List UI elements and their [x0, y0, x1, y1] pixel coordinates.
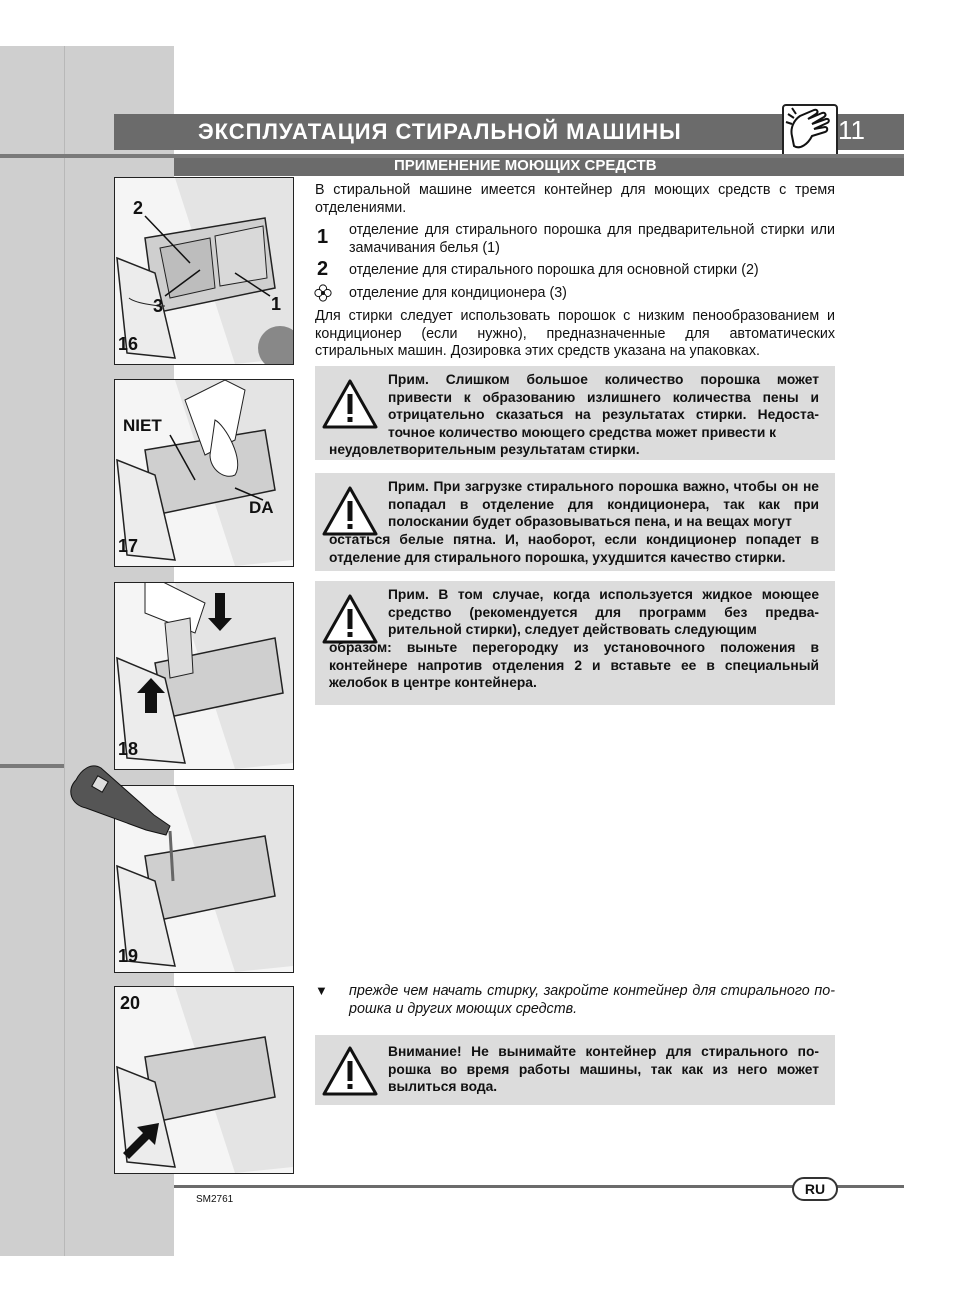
figure-number: 20 — [120, 993, 141, 1013]
drawer-illustration — [115, 380, 293, 566]
usage-paragraph: Для стирки следует использовать порошок с низким пенообразованием и кондиционер (если нужно), предназначенные для автоматических стиральных машин. Дозировка этих средств указана на упаковках. — [315, 308, 835, 359]
bullet-text: прежде чем начать стирку, закройте контейнер для стирального по-рошка и других моющих средств. — [349, 983, 835, 1017]
note-box — [315, 473, 835, 571]
figure-16 — [114, 177, 294, 365]
callout-1: 1 — [271, 294, 282, 314]
bottle-illustration — [66, 760, 176, 840]
figure-20 — [114, 986, 294, 1174]
compartment-2-text: отделение для стирального порошка для основной стирки (2) — [349, 262, 759, 278]
compartment-2-marker: 2 — [317, 258, 329, 280]
note-text-continued: образом: выньте перегородку из установочного положения в контейнере напротив отделения 2 и вставьте ее в специальный желобок в центре контейнера. — [329, 640, 819, 690]
figure-number: 17 — [118, 536, 139, 556]
note-box — [315, 366, 835, 460]
figure-number: 16 — [118, 334, 139, 354]
intro-paragraph: В стиральной машине имеется контейнер для моющих средств с тремя отделениями. — [315, 182, 835, 216]
note-text: Прим. В том случае, когда используется жидкое моющее средство (рекомендуется для программ без предва-рительной стирки), следует действовать следующим — [388, 587, 819, 637]
flower-icon — [314, 284, 332, 302]
callout-da: DA — [249, 498, 274, 517]
section-title: ПРИМЕНЕНИЕ МОЮЩИХ СРЕДСТВ — [394, 157, 657, 174]
drawer-illustration — [115, 987, 293, 1173]
note-text: Прим. При загрузке стирального порошка важно, чтобы он не попадал в отделение для кондиционера, так как при полоскании будет образовываться пена, и на вещах могут — [388, 479, 819, 529]
bullet-marker: ▼ — [315, 983, 328, 998]
document-code: SM2761 — [196, 1194, 234, 1205]
note-text: Прим. Слишком большое количество порошка может привести к образованию излишнего количества пены и отрицательно сказаться на результатах стирки. Недоста-точное количество моющего средства может привести к — [388, 372, 819, 440]
compartment-1-text: отделение для стирального порошка для предварительной стирки или замачивания белья (1) — [349, 222, 835, 256]
compartment-3-text: отделение для кондиционера (3) — [349, 285, 567, 301]
figure-18 — [114, 582, 294, 770]
callout-niet: NIET — [123, 416, 162, 435]
compartment-1-marker: 1 — [317, 226, 329, 248]
note-text-continued: неудовлетворительным результатам стирки. — [329, 442, 640, 457]
language-badge: RU — [792, 1177, 838, 1201]
callout-3: 3 — [153, 296, 164, 316]
hand-icon — [782, 104, 838, 160]
warning-icon — [321, 378, 379, 430]
page-title: ЭКСПЛУАТАЦИЯ СТИРАЛЬНОЙ МАШИНЫ — [198, 119, 682, 144]
warning-text: Внимание! Не вынимайте контейнер для стирального по-рошка во время работы машины, так как из него может вылиться вода. — [388, 1044, 819, 1094]
figure-number: 19 — [118, 946, 139, 966]
warning-box — [315, 1035, 835, 1105]
callout-2: 2 — [133, 198, 144, 218]
figure-17 — [114, 379, 294, 567]
warning-icon — [321, 485, 379, 537]
side-strip-marker — [0, 764, 64, 768]
drawer-illustration — [115, 583, 293, 769]
warning-icon — [321, 593, 379, 645]
figure-number: 18 — [118, 739, 139, 759]
warning-icon — [321, 1045, 379, 1097]
page-number: 11 — [838, 115, 865, 145]
note-box — [315, 581, 835, 705]
note-text-continued: остаться белые пятна. И, наоборот, если кондиционер попадет в отделение для стирального порошка, ухудшится качество стирки. — [329, 532, 819, 565]
side-strip-divider — [64, 46, 65, 1256]
